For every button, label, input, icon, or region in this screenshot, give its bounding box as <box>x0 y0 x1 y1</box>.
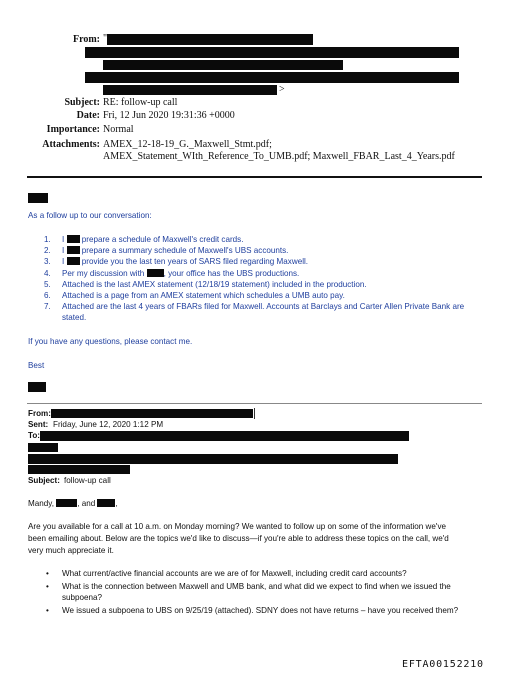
orig-from-label: From: <box>28 409 51 418</box>
reply-divider <box>27 403 482 404</box>
list-item: 5. Attached is the last AMEX statement (12/18/19 statement) included in the production. <box>44 279 367 289</box>
importance-value: Normal <box>103 124 134 135</box>
list-item: 4. Per my discussion with , your office has the UBS productions. <box>44 268 300 278</box>
list-item: 6. Attached is a page from an AMEX statement which schedules a UMB auto pay. <box>44 291 345 301</box>
orig-subject-label: Subject: <box>28 476 60 485</box>
list-item-continuation: stated. <box>62 313 87 323</box>
document-id: EFTA00152210 <box>402 659 484 670</box>
followup-intro: As a follow up to our conversation: <box>28 211 152 220</box>
redaction-to-2 <box>28 443 58 452</box>
greeting-line: Mandy, , and , <box>28 499 118 508</box>
redaction-from <box>107 34 313 45</box>
redaction-to-4 <box>28 465 130 474</box>
date-label: Date: <box>76 110 100 121</box>
redaction-address-4 <box>103 85 277 95</box>
list-item: • What current/active financial accounts are we are of for Maxwell, including credit card accounts? <box>46 569 407 578</box>
orig-sent-value: Friday, June 12, 2020 1:12 PM <box>53 420 164 429</box>
orig-body-paragraph: Are you available for a call at 10 a.m. on Monday morning? We wanted to follow up on some of the information we've been emailing about. Below are the topics we'd like to discuss—if you're able to address these topics on the call, we'd very much appreciate it. <box>28 522 449 555</box>
list-item: 7. Attached are the last 4 years of FBARs filed for Maxwell. Accounts at Barclays and Carter Allen Private Bank are <box>44 302 465 312</box>
topics-list <box>44 568 458 616</box>
header-divider <box>27 176 482 178</box>
redaction-signature <box>28 382 46 392</box>
importance-label: Importance: <box>46 124 100 135</box>
attachments-label: Attachments: <box>42 139 100 150</box>
from-label: From: <box>72 34 100 45</box>
questions-line: If you have any questions, please contact me. <box>28 337 193 346</box>
address-close-bracket: > <box>279 84 285 95</box>
attachment-item-1[interactable]: AMEX_12-18-19_G._Maxwell_Stmt.pdf; <box>103 139 272 150</box>
redaction-greeting-name-1 <box>56 499 77 507</box>
redaction-salutation <box>28 193 48 203</box>
orig-subject-value: follow-up call <box>64 476 111 485</box>
attachment-items-2-3[interactable]: AMEX_Statement_WIth_Reference_To_UMB.pdf; Maxwell_FBAR_Last_4_Years.pdf <box>103 151 455 162</box>
followup-list <box>44 234 464 324</box>
list-item: 1. I prepare a schedule of Maxwell's credit cards. <box>44 235 244 244</box>
closing-best: Best <box>28 361 45 370</box>
redaction-orig-from <box>51 409 253 418</box>
list-item: 3. I provide you the last ten years of SARS filed regarding Maxwell. <box>44 257 309 267</box>
redaction-address-3 <box>85 72 459 83</box>
redaction-address-1 <box>85 47 459 58</box>
subject-label: Subject: <box>64 97 100 108</box>
redaction-address-2 <box>103 60 343 70</box>
redaction-greeting-name-2 <box>97 499 115 507</box>
redaction-name <box>147 269 164 277</box>
subject-value: RE: follow-up call <box>103 97 178 108</box>
list-item: 2. I prepare a summary schedule of Maxwell's UBS accounts. <box>44 246 289 256</box>
redaction-name <box>67 235 80 243</box>
orig-sent-label: Sent: <box>28 420 49 429</box>
redaction-name <box>67 257 80 265</box>
redaction-to-3 <box>28 454 398 464</box>
redaction-name <box>67 246 80 254</box>
date-value: Fri, 12 Jun 2020 19:31:36 +0000 <box>103 110 235 121</box>
orig-to-label: To: <box>28 431 40 440</box>
list-item: • We issued a subpoena to UBS on 9/25/19 (attached). SDNY does not have returns – have you received them? <box>46 605 459 615</box>
list-item: • What is the connection between Maxwell and UMB bank, and what did we expect to find when we issued the subpoena? <box>46 581 451 602</box>
from-quote: " <box>103 33 108 44</box>
text-cursor-mark <box>254 408 255 419</box>
redaction-to-1 <box>40 431 409 441</box>
